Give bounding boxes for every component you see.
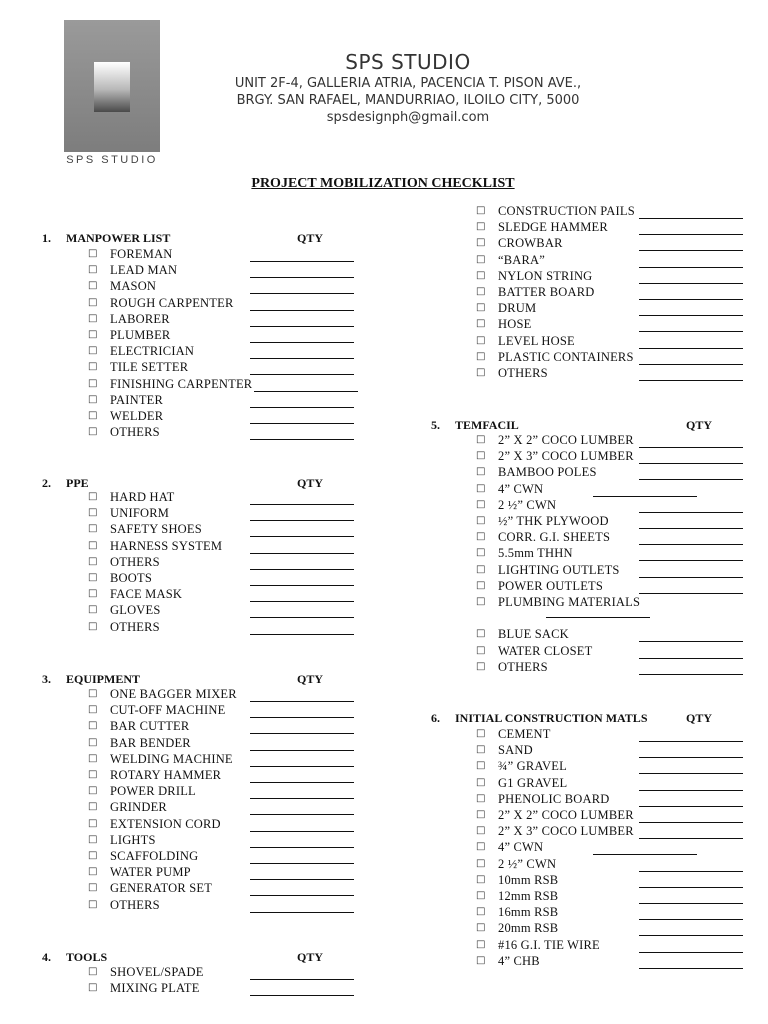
- checklist-item-label: “BARA”: [498, 252, 546, 267]
- qty-blank[interactable]: [250, 895, 354, 896]
- checklist-item-label: POWER DRILL: [110, 784, 196, 799]
- checklist-item-label: TILE SETTER: [110, 360, 189, 375]
- checklist-item-label: WELDING MACHINE: [110, 751, 233, 766]
- checklist-item-label: BAR BENDER: [110, 735, 191, 750]
- qty-blank[interactable]: [250, 504, 354, 505]
- checkbox-icon[interactable]: □: [476, 515, 486, 526]
- qty-blank[interactable]: [639, 380, 743, 381]
- qty-blank[interactable]: [639, 544, 743, 545]
- qty-blank[interactable]: [639, 871, 743, 872]
- qty-blank[interactable]: [254, 391, 358, 392]
- checklist-item-label: 4” CWN: [498, 840, 544, 855]
- checkbox-icon[interactable]: □: [88, 248, 98, 259]
- checkbox-icon[interactable]: □: [476, 873, 486, 885]
- qty-blank[interactable]: [250, 814, 354, 815]
- qty-blank[interactable]: [639, 267, 743, 268]
- qty-blank[interactable]: [250, 750, 354, 751]
- checklist-item-label: SCAFFOLDING: [110, 849, 199, 863]
- section-name: PPE: [66, 476, 89, 490]
- checkbox-icon[interactable]: □: [476, 367, 486, 378]
- section-number: 3.: [42, 672, 51, 686]
- checkbox-icon[interactable]: □: [476, 563, 486, 575]
- section-number: 2.: [42, 476, 51, 490]
- checklist-item-label: 16mm RSB: [498, 905, 559, 920]
- checkbox-icon[interactable]: □: [88, 898, 98, 910]
- qty-blank[interactable]: [250, 617, 354, 618]
- checkbox-icon[interactable]: □: [88, 850, 98, 861]
- qty-blank[interactable]: [639, 593, 743, 594]
- qty-blank[interactable]: [250, 261, 354, 262]
- qty-blank[interactable]: [250, 831, 354, 832]
- checkbox-icon[interactable]: □: [88, 982, 98, 993]
- checkbox-icon[interactable]: □: [88, 296, 98, 308]
- qty-blank[interactable]: [639, 577, 743, 578]
- checkbox-icon[interactable]: □: [476, 579, 486, 591]
- checklist-item-label: ½” THK PLYWOOD: [498, 514, 609, 528]
- checklist-item-label: CEMENT: [498, 727, 551, 741]
- checkbox-icon[interactable]: □: [476, 334, 486, 346]
- checklist-item-label: FINISHING CARPENTER: [110, 376, 253, 391]
- checklist-item-label: CONSTRUCTION PAILS: [498, 204, 635, 218]
- qty-blank[interactable]: [639, 560, 743, 561]
- checklist-item-label: OTHERS: [110, 897, 160, 912]
- checklist-item-label: MIXING PLATE: [110, 981, 200, 995]
- qty-blank[interactable]: [250, 536, 354, 537]
- checkbox-icon[interactable]: □: [476, 237, 486, 249]
- checkbox-icon[interactable]: □: [476, 482, 486, 494]
- qty-header: QTY: [686, 418, 713, 432]
- checkbox-icon[interactable]: □: [88, 752, 98, 764]
- checkbox-icon[interactable]: □: [476, 269, 486, 281]
- section-number: 5.: [431, 418, 440, 432]
- checklist-item-label: PHENOLIC BOARD: [498, 791, 610, 806]
- logo-mark: [64, 20, 160, 152]
- checkbox-icon[interactable]: □: [476, 302, 486, 314]
- studio-address-line1: UNIT 2F-4, GALLERIA ATRIA, PACENCIA T. PISON AVE.,: [234, 76, 582, 91]
- qty-blank[interactable]: [639, 757, 743, 758]
- checkbox-icon[interactable]: □: [88, 426, 98, 438]
- qty-header: QTY: [297, 231, 324, 245]
- checkbox-icon[interactable]: □: [88, 720, 98, 732]
- qty-blank[interactable]: [250, 995, 354, 996]
- checklist-item-label: LEVEL HOSE: [498, 333, 575, 348]
- qty-blank[interactable]: [639, 822, 743, 823]
- checkbox-icon[interactable]: □: [476, 498, 486, 510]
- qty-header: QTY: [297, 950, 324, 964]
- checklist-item-label: OTHERS: [110, 425, 160, 440]
- checklist-item-label: LIGHTS: [110, 832, 156, 847]
- checklist-item-label: CORR. G.I. SHEETS: [498, 530, 611, 545]
- checkbox-icon[interactable]: □: [88, 882, 98, 894]
- checklist-item-label: 4” CHB: [498, 953, 540, 968]
- checkbox-icon[interactable]: □: [476, 841, 486, 853]
- checklist-item-label: OTHERS: [110, 619, 160, 634]
- checklist-item-label: SHOVEL/SPADE: [110, 965, 204, 979]
- checklist-item-label: FACE MASK: [110, 587, 183, 602]
- qty-blank[interactable]: [250, 782, 354, 783]
- checkbox-icon[interactable]: □: [88, 361, 98, 373]
- qty-blank[interactable]: [639, 331, 743, 332]
- checkbox-icon[interactable]: □: [476, 434, 486, 445]
- qty-blank[interactable]: [639, 935, 743, 936]
- checkbox-icon[interactable]: □: [88, 572, 98, 583]
- checklist-item-label: ROTARY HAMMER: [110, 768, 222, 782]
- qty-blank[interactable]: [250, 520, 354, 521]
- checklist-item-label: BLUE SACK: [498, 627, 569, 642]
- qty-blank[interactable]: [250, 326, 354, 327]
- checklist-item-label: POWER OUTLETS: [498, 578, 604, 593]
- qty-blank[interactable]: [250, 374, 354, 375]
- qty-blank[interactable]: [639, 838, 743, 839]
- checklist-item-label: BAR CUTTER: [110, 719, 190, 734]
- checklist-item-label: LIGHTING OUTLETS: [498, 562, 620, 577]
- section-name: MANPOWER LIST: [66, 231, 171, 245]
- studio-address-line2: BRGY. SAN RAFAEL, MANDURRIAO, ILOILO CITY, 5000: [236, 93, 580, 108]
- checklist-item-label: MASON: [110, 279, 157, 294]
- checkbox-icon[interactable]: □: [88, 688, 98, 699]
- checkbox-icon[interactable]: □: [476, 531, 486, 543]
- checklist-item-label: PLUMBING MATERIALS: [498, 595, 641, 609]
- checklist-item-label: #16 G.I. TIE WIRE: [498, 937, 600, 952]
- checklist-item-label: SLEDGE HAMMER: [498, 220, 608, 235]
- qty-blank[interactable]: [639, 283, 743, 284]
- checklist-item-label: OTHERS: [110, 554, 160, 569]
- checklist-item-label: 20mm RSB: [498, 921, 559, 936]
- section-number: 1.: [42, 231, 51, 245]
- qty-blank[interactable]: [250, 585, 354, 586]
- section-number: 6.: [431, 711, 440, 725]
- section-name: TOOLS: [66, 950, 108, 964]
- checkbox-icon[interactable]: □: [88, 966, 98, 977]
- checklist-item-label: UNIFORM: [110, 506, 170, 521]
- section-name: INITIAL CONSTRUCTION MATLS: [455, 711, 648, 725]
- qty-blank[interactable]: [250, 733, 354, 734]
- checklist-item-label: NYLON STRING: [498, 268, 593, 283]
- checkbox-icon[interactable]: □: [88, 620, 98, 632]
- checklist-item-label: 12mm RSB: [498, 889, 559, 903]
- checklist-item-label: 2” X 2” COCO LUMBER: [498, 433, 634, 447]
- qty-blank[interactable]: [639, 479, 743, 480]
- checklist-item-label: WATER CLOSET: [498, 643, 593, 658]
- checklist-item-label: CROWBAR: [498, 236, 563, 251]
- qty-blank[interactable]: [639, 773, 743, 774]
- checkbox-icon[interactable]: □: [476, 221, 486, 233]
- qty-blank[interactable]: [250, 342, 354, 343]
- checkbox-icon[interactable]: □: [88, 312, 98, 324]
- qty-blank[interactable]: [639, 790, 743, 791]
- checkbox-icon[interactable]: □: [88, 704, 98, 716]
- qty-blank[interactable]: [593, 854, 697, 855]
- qty-blank[interactable]: [250, 634, 354, 635]
- qty-blank[interactable]: [639, 512, 743, 513]
- qty-blank[interactable]: [639, 919, 743, 920]
- checkbox-icon[interactable]: □: [88, 329, 98, 340]
- qty-blank[interactable]: [639, 674, 743, 675]
- checkbox-icon[interactable]: □: [476, 792, 486, 804]
- checkbox-icon[interactable]: □: [476, 450, 486, 462]
- checkbox-icon[interactable]: □: [88, 491, 98, 502]
- checkbox-icon[interactable]: □: [476, 744, 486, 756]
- checklist-item-label: PLUMBER: [110, 328, 171, 342]
- checkbox-icon[interactable]: □: [88, 523, 98, 535]
- qty-blank[interactable]: [250, 277, 354, 278]
- qty-blank[interactable]: [639, 218, 743, 219]
- checkbox-icon[interactable]: □: [476, 954, 486, 966]
- qty-blank[interactable]: [250, 569, 354, 570]
- checklist-item-label: CUT-OFF MACHINE: [110, 703, 226, 718]
- qty-blank[interactable]: [250, 553, 354, 554]
- checklist-item-label: BAMBOO POLES: [498, 465, 597, 480]
- checklist-item-label: GRINDER: [110, 800, 167, 815]
- checkbox-icon[interactable]: □: [476, 644, 486, 656]
- qty-blank[interactable]: [250, 439, 354, 440]
- logo-text: SPS STUDIO: [66, 154, 158, 166]
- checkbox-icon[interactable]: □: [476, 547, 486, 559]
- qty-blank[interactable]: [250, 879, 354, 880]
- checkbox-icon[interactable]: □: [88, 280, 98, 292]
- checkbox-icon[interactable]: □: [88, 588, 98, 600]
- qty-blank[interactable]: [639, 299, 743, 300]
- checklist-item-label: BATTER BOARD: [498, 285, 595, 299]
- qty-blank[interactable]: [639, 250, 743, 251]
- checkbox-icon[interactable]: □: [88, 736, 98, 748]
- checklist-item-label: 5.5mm THHN: [498, 546, 573, 561]
- checkbox-icon[interactable]: □: [476, 350, 486, 362]
- checklist-item-label: HARD HAT: [110, 490, 175, 504]
- checkbox-icon[interactable]: □: [88, 555, 98, 567]
- checklist-item-label: 2” X 2” COCO LUMBER: [498, 808, 634, 822]
- checklist-item-label: ¾” GRAVEL: [498, 759, 567, 774]
- qty-blank[interactable]: [250, 912, 354, 913]
- checklist-item-label: G1 GRAVEL: [498, 775, 568, 790]
- checklist-item-label: PLASTIC CONTAINERS: [498, 349, 634, 364]
- qty-blank[interactable]: [546, 617, 650, 618]
- checkbox-icon[interactable]: □: [88, 264, 98, 276]
- checkbox-icon[interactable]: □: [476, 205, 486, 216]
- qty-blank[interactable]: [250, 601, 354, 602]
- qty-header: QTY: [297, 476, 324, 490]
- qty-blank[interactable]: [639, 952, 743, 953]
- checklist-item-label: LEAD MAN: [110, 263, 178, 278]
- checkbox-icon[interactable]: □: [88, 769, 98, 780]
- checklist-item-label: SAND: [498, 743, 533, 758]
- checkbox-icon[interactable]: □: [88, 410, 98, 421]
- qty-blank[interactable]: [639, 806, 743, 807]
- checkbox-icon[interactable]: □: [88, 785, 98, 797]
- qty-blank[interactable]: [250, 701, 354, 702]
- qty-blank[interactable]: [639, 741, 743, 742]
- checklist-item-label: PAINTER: [110, 392, 164, 407]
- qty-blank[interactable]: [250, 847, 354, 848]
- checklist-item-label: HOSE: [498, 317, 532, 332]
- checklist-item-label: OTHERS: [498, 659, 548, 674]
- checklist-item-label: WELDER: [110, 409, 164, 423]
- checkbox-icon[interactable]: □: [88, 393, 98, 405]
- qty-blank[interactable]: [250, 358, 354, 359]
- checklist-item-label: ELECTRICIAN: [110, 344, 195, 359]
- qty-blank[interactable]: [639, 234, 743, 235]
- qty-blank[interactable]: [250, 863, 354, 864]
- qty-blank[interactable]: [639, 903, 743, 904]
- checklist-item-label: HARNESS SYSTEM: [110, 538, 223, 553]
- qty-header: QTY: [686, 711, 713, 725]
- checkbox-icon[interactable]: □: [88, 801, 98, 813]
- qty-blank[interactable]: [250, 293, 354, 294]
- section-name: TEMFACIL: [455, 418, 519, 432]
- checklist-item-label: LABORER: [110, 311, 170, 326]
- checkbox-icon[interactable]: □: [476, 890, 486, 901]
- checkbox-icon[interactable]: □: [88, 345, 98, 357]
- checkbox-icon[interactable]: □: [88, 604, 98, 616]
- checklist-item-label: WATER PUMP: [110, 865, 191, 880]
- checkbox-icon[interactable]: □: [476, 253, 486, 265]
- qty-blank[interactable]: [639, 447, 743, 448]
- checkbox-icon[interactable]: □: [476, 938, 486, 950]
- qty-blank[interactable]: [250, 423, 354, 424]
- qty-blank[interactable]: [250, 798, 354, 799]
- checkbox-icon[interactable]: □: [476, 466, 486, 478]
- checklist-item-label: DRUM: [498, 301, 537, 316]
- checklist-item-label: EXTENSION CORD: [110, 816, 221, 831]
- qty-blank[interactable]: [639, 348, 743, 349]
- checkbox-icon[interactable]: □: [476, 760, 486, 772]
- qty-blank[interactable]: [250, 310, 354, 311]
- checklist-item-label: ONE BAGGER MIXER: [110, 687, 237, 701]
- checkbox-icon[interactable]: □: [476, 318, 486, 330]
- checkbox-icon[interactable]: □: [476, 596, 486, 607]
- section-name: EQUIPMENT: [66, 672, 141, 686]
- checkbox-icon[interactable]: □: [476, 906, 486, 918]
- checkbox-icon[interactable]: □: [88, 817, 98, 829]
- document-title: PROJECT MOBILIZATION CHECKLIST: [251, 176, 515, 191]
- qty-blank[interactable]: [639, 887, 743, 888]
- checklist-item-label: FOREMAN: [110, 247, 173, 261]
- qty-blank[interactable]: [593, 496, 697, 497]
- checkbox-icon[interactable]: □: [88, 507, 98, 519]
- checkbox-icon[interactable]: □: [476, 857, 486, 869]
- checklist-item-label: 4” CWN: [498, 481, 544, 496]
- qty-blank[interactable]: [639, 658, 743, 659]
- qty-blank[interactable]: [639, 315, 743, 316]
- checkbox-icon[interactable]: □: [88, 377, 98, 389]
- qty-blank[interactable]: [250, 766, 354, 767]
- checkbox-icon[interactable]: □: [88, 833, 98, 845]
- studio-name: SPS STUDIO: [345, 50, 471, 74]
- qty-blank[interactable]: [639, 641, 743, 642]
- checklist-item-label: SAFETY SHOES: [110, 522, 202, 537]
- checklist-item-label: GENERATOR SET: [110, 881, 213, 896]
- checkbox-icon[interactable]: □: [476, 922, 486, 934]
- qty-blank[interactable]: [250, 407, 354, 408]
- logo-gradient-square: [94, 62, 130, 112]
- qty-blank[interactable]: [250, 717, 354, 718]
- checklist-item-label: 2” X 3” COCO LUMBER: [498, 824, 634, 839]
- checklist-item-label: 10mm RSB: [498, 872, 559, 887]
- checkbox-icon[interactable]: □: [476, 809, 486, 820]
- section-number: 4.: [42, 950, 51, 964]
- qty-blank[interactable]: [639, 968, 743, 969]
- checkbox-icon[interactable]: □: [476, 628, 486, 640]
- qty-blank[interactable]: [250, 979, 354, 980]
- qty-header: QTY: [297, 672, 324, 686]
- checkbox-icon[interactable]: □: [476, 825, 486, 837]
- qty-blank[interactable]: [639, 528, 743, 529]
- checklist-item-label: GLOVES: [110, 603, 161, 618]
- qty-blank[interactable]: [639, 463, 743, 464]
- checkbox-icon[interactable]: □: [88, 539, 98, 551]
- checkbox-icon[interactable]: □: [476, 728, 486, 739]
- checklist-item-label: ROUGH CARPENTER: [110, 295, 234, 310]
- checklist-item-label: 2” X 3” COCO LUMBER: [498, 449, 634, 464]
- checkbox-icon[interactable]: □: [476, 660, 486, 672]
- checkbox-icon[interactable]: □: [476, 776, 486, 788]
- qty-blank[interactable]: [639, 364, 743, 365]
- checklist-item-label: BOOTS: [110, 571, 152, 585]
- checkbox-icon[interactable]: □: [476, 286, 486, 297]
- checkbox-icon[interactable]: □: [88, 866, 98, 878]
- checklist-item-label: 2 ½” CWN: [498, 497, 557, 512]
- checklist-item-label: OTHERS: [498, 366, 548, 380]
- studio-email: spsdesignph@gmail.com: [326, 110, 490, 125]
- checklist-item-label: 2 ½” CWN: [498, 856, 557, 871]
- studio-logo: [64, 20, 160, 172]
